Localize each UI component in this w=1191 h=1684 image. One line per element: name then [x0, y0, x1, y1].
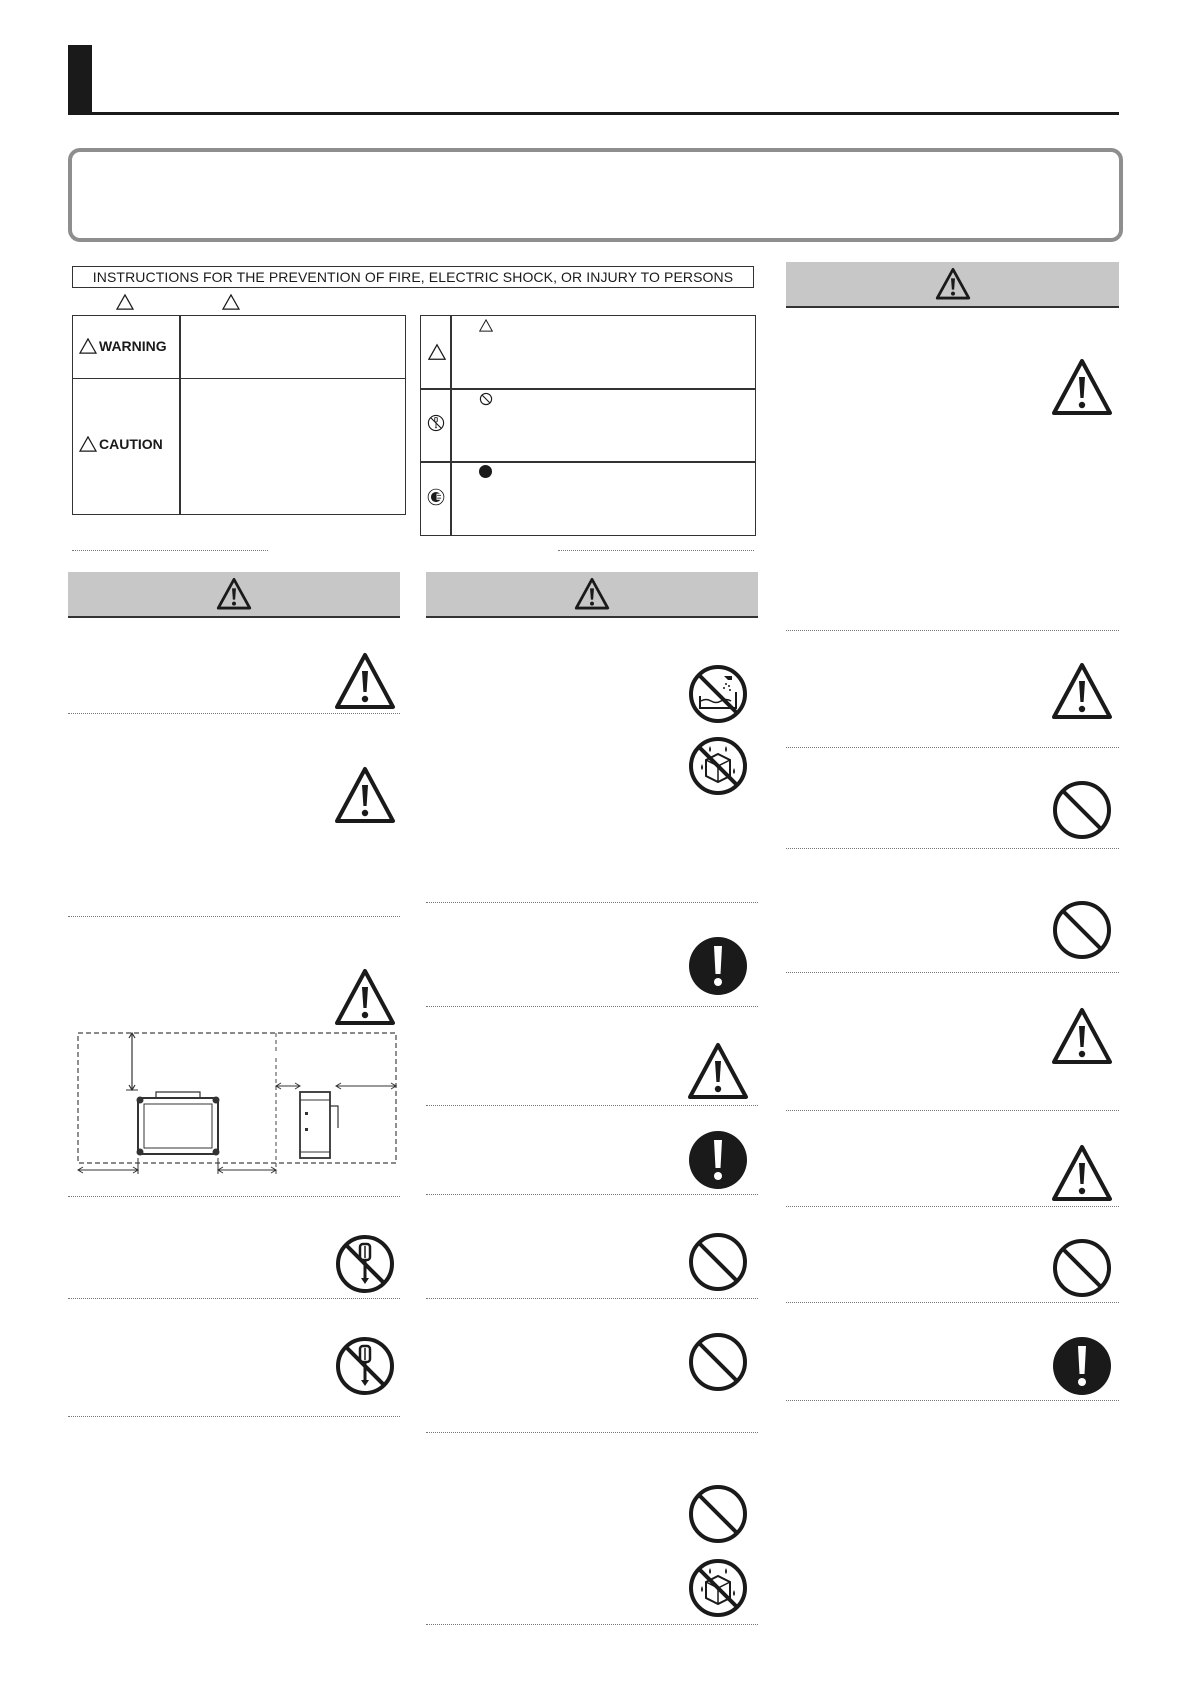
triangle-symbol-icon [479, 319, 493, 332]
prohibited-circle-icon [686, 1230, 750, 1294]
title-bar-block [68, 45, 92, 115]
do-not-get-wet-icon [686, 734, 750, 798]
mandatory-exclamation-icon [686, 1128, 750, 1192]
warning-triangle-icon [333, 650, 397, 714]
warning-triangle-icon [1050, 356, 1114, 420]
prohibited-circle-icon [1050, 898, 1114, 962]
warning-triangle-icon [1050, 1005, 1114, 1069]
prohibited-symbol-icon [479, 392, 493, 406]
symbol-legend-table [420, 315, 756, 536]
warning-triangle-icon [222, 294, 240, 310]
warning-label: WARNING [79, 338, 167, 354]
title-rule [68, 112, 1119, 115]
warning-triangle-icon [214, 576, 254, 612]
mandatory-symbol-icon [479, 465, 492, 478]
warning-section-header-right [786, 262, 1119, 308]
caution-label: CAUTION [79, 436, 163, 452]
warning-triangle-icon [116, 294, 134, 310]
warning-triangle-icon [428, 343, 446, 361]
warning-triangle-icon [79, 436, 97, 452]
warning-triangle-icon [1050, 660, 1114, 724]
mandatory-exclamation-icon [686, 934, 750, 998]
warning-section-header-left [68, 572, 400, 618]
warning-triangle-icon [572, 576, 612, 612]
prohibited-circle-icon [1050, 778, 1114, 842]
prohibited-circle-icon [1050, 1236, 1114, 1300]
mandatory-exclamation-icon [1050, 1334, 1114, 1398]
warning-section-header-middle [426, 572, 758, 618]
prohibited-circle-icon [686, 1330, 750, 1394]
unplug-icon [427, 488, 445, 506]
warning-triangle-icon [333, 966, 397, 1030]
do-not-get-wet-icon [686, 1556, 750, 1620]
warning-triangle-icon [79, 338, 97, 354]
no-water-icon [686, 662, 750, 726]
do-not-disassemble-icon [427, 414, 445, 432]
warning-triangle-icon [1050, 1142, 1114, 1206]
do-not-disassemble-icon [333, 1232, 397, 1296]
warning-triangle-icon [686, 1040, 750, 1104]
notice-box [68, 148, 1123, 242]
clearance-diagram [72, 1028, 402, 1174]
prohibited-circle-icon [686, 1482, 750, 1546]
warning-triangle-icon [933, 266, 973, 302]
warning-triangle-icon [333, 764, 397, 828]
do-not-disassemble-icon [333, 1334, 397, 1398]
instructions-banner: INSTRUCTIONS FOR THE PREVENTION OF FIRE, ELECTRIC SHOCK, OR INJURY TO PERSONS [72, 266, 754, 288]
hazard-level-table [72, 315, 406, 515]
